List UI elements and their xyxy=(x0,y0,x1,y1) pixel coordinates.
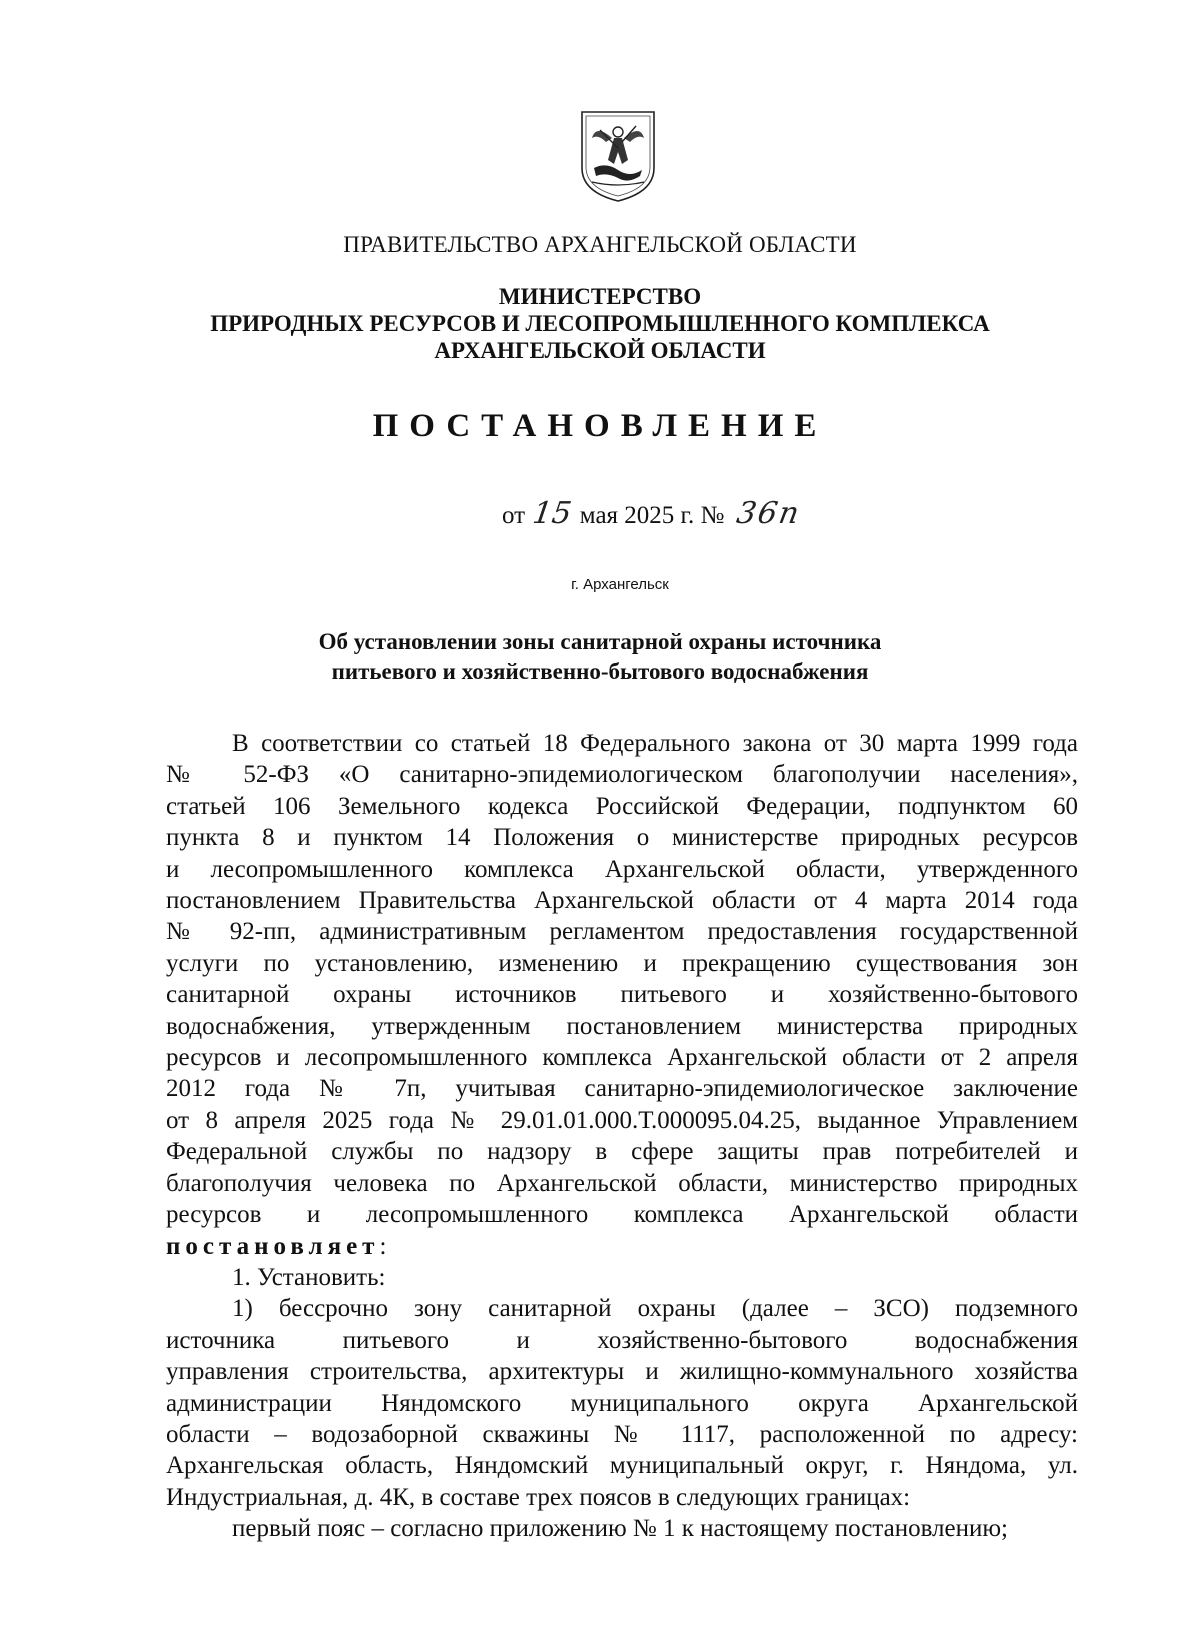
resolves-word: постановляет xyxy=(166,1232,380,1260)
first-belt-line: первый пояс – согласно приложению № 1 к настоящему постановлению; xyxy=(232,1515,1009,1543)
preamble-line: водоснабжения, утвержденным постановлением министерства природных xyxy=(166,1012,1078,1040)
item-1-1-line: администрации Няндомского муниципального округа Архангельской xyxy=(166,1389,1078,1417)
document-subject xyxy=(0,627,1200,687)
document-type-title: ПОСТАНОВЛЕНИЕ xyxy=(372,408,828,444)
handwritten-document-number: 36п xyxy=(733,496,804,531)
item-1-1-line: области – водозаборной скважины № 1117, расположенной по адресу: xyxy=(166,1420,1078,1448)
preamble-line: Федеральной службы по надзору в сфере защиты прав потребителей и xyxy=(166,1138,1078,1166)
preamble-line: ресурсов и лесопромышленного комплекса Архангельской области xyxy=(166,1201,1078,1229)
resolves-line xyxy=(166,1231,1078,1262)
preamble-line: санитарной охраны источников питьевого и хозяйственно-бытового xyxy=(166,981,1078,1009)
preamble-line: пункта 8 и пунктом 14 Положения о министерстве природных ресурсов xyxy=(166,824,1078,852)
resolves-colon: : xyxy=(379,1232,387,1260)
preamble-line: 2012 года № 7п, учитывая санитарно-эпидемиологическое заключение xyxy=(166,1075,1078,1103)
item-1-1-line: Индустриальная, д. 4К, в составе трех поясов в следующих границах: xyxy=(166,1483,911,1511)
subject-line-1: Об установлении зоны санитарной охраны источника xyxy=(318,629,882,654)
item-1-1-line: Архангельская область, Няндомский муниципальный округ, г. Няндома, ул. xyxy=(166,1452,1078,1480)
date-prefix: от xyxy=(502,502,526,529)
ministry-name xyxy=(0,283,1200,364)
subject-line-2: питьевого и хозяйственно-бытового водоснабжения xyxy=(331,659,869,684)
preamble-line: № 92-пп, административным регламентом предоставления государственной xyxy=(166,918,1078,946)
preamble-line: ресурсов и лесопромышленного комплекса Архангельской области от 2 апреля xyxy=(166,1044,1078,1072)
item-1-1-line: источника питьевого и хозяйственно-бытового водоснабжения xyxy=(166,1326,1078,1354)
city-location: г. Архангельск xyxy=(571,576,669,593)
item-1-1-line: управления строительства, архитектуры и жилищно-коммунального хозяйства xyxy=(166,1358,1078,1386)
preamble-line: постановлением Правительства Архангельской области от 4 марта 2014 года xyxy=(166,887,1078,915)
preamble-line: № 52-ФЗ «О санитарно-эпидемиологическом благополучии населения», xyxy=(166,761,1078,789)
preamble-line: услуги по установлению, изменению и прекращению существования зон xyxy=(166,949,1078,977)
ministry-line-2: ПРИРОДНЫХ РЕСУРСОВ И ЛЕСОПРОМЫШЛЕННОГО КОМПЛЕКСА xyxy=(210,311,990,336)
item-1: 1. Установить: xyxy=(232,1263,386,1291)
item-1-1-line: 1) бессрочно зону санитарной охраны (далее – ЗСО) подземного xyxy=(232,1295,1078,1323)
document-body xyxy=(166,728,1078,1545)
government-title: ПРАВИТЕЛЬСТВО АРХАНГЕЛЬСКОЙ ОБЛАСТИ xyxy=(343,232,857,257)
ministry-line-3: АРХАНГЕЛЬСКОЙ ОБЛАСТИ xyxy=(434,338,766,363)
preamble-line: и лесопромышленного комплекса Архангельской области, утвержденного xyxy=(166,855,1078,883)
coat-of-arms-emblem xyxy=(578,108,658,204)
ministry-line-1: МИНИСТЕРСТВО xyxy=(498,284,702,309)
handwritten-day: 15 xyxy=(530,496,575,531)
preamble-line: благополучия человека по Архангельской области, министерство природных xyxy=(166,1169,1078,1197)
preamble-line: статьей 106 Земельного кодекса Российской Федерации, подпунктом 60 xyxy=(166,792,1078,820)
date-month-year-number-label: мая 2025 г. № xyxy=(579,502,725,529)
preamble-line: В соответствии со статьей 18 Федерального закона от 30 марта 1999 года xyxy=(232,730,1078,757)
date-number-line xyxy=(502,496,804,531)
preamble-line: от 8 апреля 2025 года № 29.01.01.000.Т.000095.04.25, выданное Управлением xyxy=(166,1106,1078,1134)
